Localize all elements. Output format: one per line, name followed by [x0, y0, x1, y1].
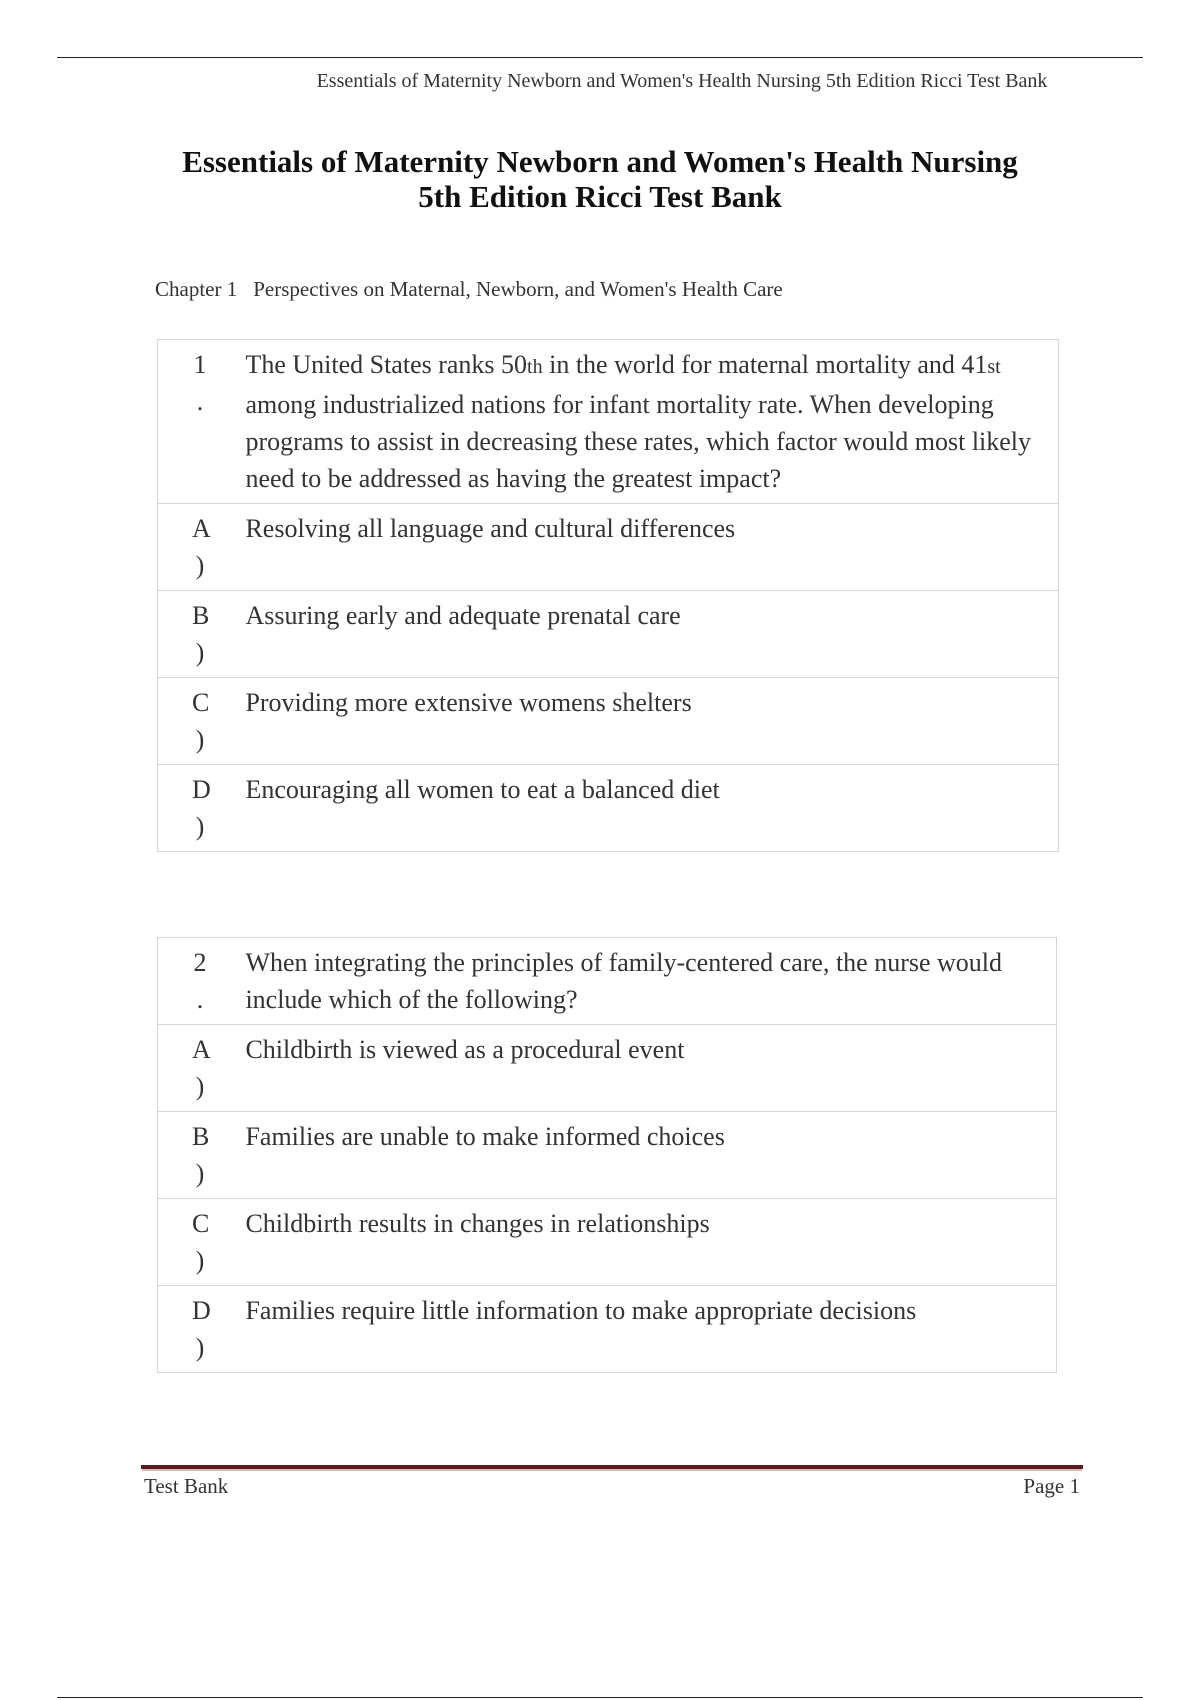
option-row — [158, 591, 1059, 678]
title-line-2: 5th Edition Ricci Test Bank — [418, 179, 782, 214]
option-row — [158, 765, 1059, 852]
question-number-cell — [158, 340, 246, 504]
option-paren: ) — [195, 1072, 205, 1101]
chapter-title: Perspectives on Maternal, Newborn, and Women's Health Care — [253, 277, 783, 301]
top-rule — [57, 57, 1143, 58]
option-letter: A — [192, 514, 211, 543]
stem-part-3: among industrialized nations for infant mortality rate. When developing programs to assist in decreasing these rates, which factor would most likely need to be addressed as having the greatest impact? — [245, 390, 1032, 493]
stem-part-2: in the world for maternal mortality and 41 — [542, 350, 988, 379]
option-letter-cell — [158, 1025, 246, 1112]
question-number-dot: . — [196, 985, 204, 1014]
question-number-dot: . — [196, 387, 204, 416]
footer-label: Test Bank — [144, 1474, 229, 1498]
bottom-rule — [57, 1697, 1143, 1698]
option-paren: ) — [195, 1246, 205, 1275]
question-number: 2 — [193, 948, 207, 977]
option-text: Providing more extensive womens shelters — [245, 678, 1058, 765]
option-row — [158, 1112, 1057, 1199]
option-row — [158, 1025, 1057, 1112]
page-number: Page 1 — [1023, 1474, 1080, 1498]
question-2-table — [157, 937, 1057, 1373]
option-paren: ) — [195, 812, 205, 841]
chapter-heading — [155, 277, 783, 302]
page-title — [140, 144, 1060, 214]
option-paren: ) — [195, 638, 205, 667]
footer-rule — [141, 1465, 1083, 1469]
question-number-cell — [158, 938, 246, 1025]
question-number: 1 — [193, 350, 207, 379]
question-1-table — [157, 339, 1059, 852]
option-letter: B — [192, 1122, 210, 1151]
option-text: Families require little information to make appropriate decisions — [245, 1286, 1056, 1373]
option-row — [158, 1286, 1057, 1373]
option-letter-cell — [158, 765, 246, 852]
option-text: Assuring early and adequate prenatal care — [245, 591, 1058, 678]
option-letter: C — [192, 1209, 210, 1238]
option-letter: A — [192, 1035, 211, 1064]
stem-sup-2: st — [987, 356, 1001, 378]
option-paren: ) — [195, 551, 205, 580]
running-header: Essentials of Maternity Newborn and Women's Health Nursing 5th Edition Ricci Test Bank — [316, 70, 1048, 92]
option-letter-cell — [158, 1286, 246, 1373]
option-paren: ) — [195, 725, 205, 754]
option-paren: ) — [195, 1333, 205, 1362]
option-letter: D — [192, 775, 211, 804]
option-letter-cell — [158, 678, 246, 765]
option-letter: C — [192, 688, 210, 717]
option-row — [158, 504, 1059, 591]
question-1-stem-row — [158, 340, 1059, 504]
option-paren: ) — [195, 1159, 205, 1188]
option-text: Resolving all language and cultural differences — [245, 504, 1058, 591]
option-letter: B — [192, 601, 210, 630]
question-stem — [245, 340, 1058, 504]
option-letter-cell — [158, 1112, 246, 1199]
option-letter: D — [192, 1296, 211, 1325]
title-line-1: Essentials of Maternity Newborn and Women's Health Nursing — [182, 144, 1018, 179]
option-text: Childbirth is viewed as a procedural event — [245, 1025, 1056, 1112]
question-2-stem-row — [158, 938, 1057, 1025]
option-row — [158, 678, 1059, 765]
option-text: Childbirth results in changes in relationships — [245, 1199, 1056, 1286]
stem-part-1: The United States ranks 50 — [245, 350, 528, 379]
option-letter-cell — [158, 504, 246, 591]
option-letter-cell — [158, 1199, 246, 1286]
chapter-label: Chapter 1 — [155, 277, 238, 301]
question-stem: When integrating the principles of family-centered care, the nurse would include which of the following? — [245, 938, 1056, 1025]
option-letter-cell — [158, 591, 246, 678]
option-text: Families are unable to make informed choices — [245, 1112, 1056, 1199]
option-row — [158, 1199, 1057, 1286]
stem-sup-1: th — [527, 356, 543, 378]
option-text: Encouraging all women to eat a balanced diet — [245, 765, 1058, 852]
